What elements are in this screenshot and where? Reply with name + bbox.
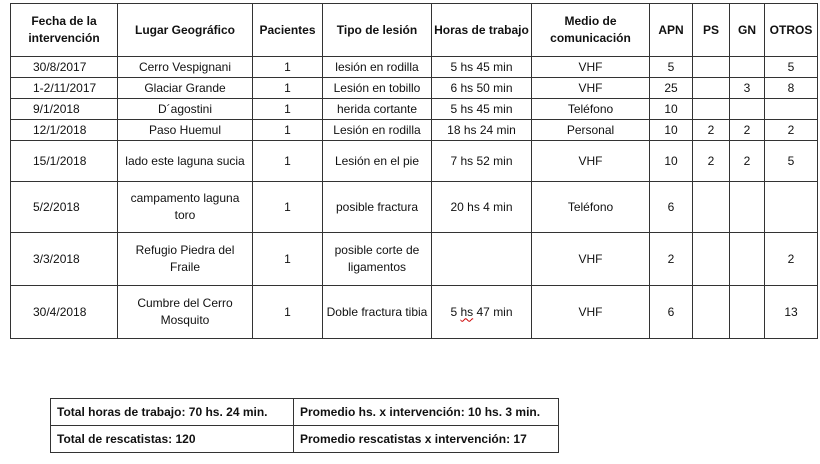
- cell-apn: 10: [650, 141, 693, 182]
- cell-apn: 6: [650, 182, 693, 233]
- cell-lugar: lado este laguna sucia: [118, 141, 253, 182]
- header-lesion: Tipo de lesión: [323, 4, 432, 57]
- cell-ps: [693, 286, 730, 339]
- table-row: [11, 141, 818, 182]
- cell-medio: Teléfono: [532, 182, 650, 233]
- cell-otros: 5: [765, 141, 818, 182]
- cell-horas: 20 hs 4 min: [432, 182, 532, 233]
- cell-apn: 2: [650, 233, 693, 286]
- header-apn: APN: [650, 4, 693, 57]
- cell-fecha: 5/2/2018: [11, 182, 118, 233]
- cell-otros: 2: [765, 120, 818, 141]
- cell-horas: 6 hs 50 min: [432, 78, 532, 99]
- table-row: [11, 182, 818, 233]
- cell-lesion: herida cortante: [323, 99, 432, 120]
- header-fecha: Fecha de la intervención: [11, 4, 118, 57]
- cell-lugar: campamento laguna toro: [118, 182, 253, 233]
- header-medio: Medio de comunicación: [532, 4, 650, 57]
- cell-fecha: 30/4/2018: [11, 286, 118, 339]
- cell-fecha: 12/1/2018: [11, 120, 118, 141]
- promedio-rescatistas: Promedio rescatistas x intervención: 17: [294, 426, 559, 453]
- table-row: [11, 57, 818, 78]
- interventions-table: [10, 3, 818, 339]
- cell-otros: [765, 182, 818, 233]
- table-row: [11, 233, 818, 286]
- cell-lugar: Cerro Vespignani: [118, 57, 253, 78]
- cell-fecha: 3/3/2018: [11, 233, 118, 286]
- cell-pacientes: 1: [253, 78, 323, 99]
- cell-horas: [432, 233, 532, 286]
- cell-lesion: lesión en rodilla: [323, 57, 432, 78]
- cell-fecha: 9/1/2018: [11, 99, 118, 120]
- cell-gn: 2: [730, 141, 765, 182]
- cell-ps: 2: [693, 120, 730, 141]
- header-pacientes: Pacientes: [253, 4, 323, 57]
- table-row: [11, 286, 818, 339]
- cell-apn: 6: [650, 286, 693, 339]
- cell-medio: VHF: [532, 141, 650, 182]
- header-ps: PS: [693, 4, 730, 57]
- cell-gn: 3: [730, 78, 765, 99]
- cell-lesion: Lesión en el pie: [323, 141, 432, 182]
- cell-gn: [730, 286, 765, 339]
- cell-medio: VHF: [532, 286, 650, 339]
- cell-lugar: D´agostini: [118, 99, 253, 120]
- cell-ps: [693, 182, 730, 233]
- summary-row: [51, 399, 559, 426]
- cell-fecha: 30/8/2017: [11, 57, 118, 78]
- cell-horas: 5 hs 45 min: [432, 57, 532, 78]
- cell-lugar: Cumbre del Cerro Mosquito: [118, 286, 253, 339]
- cell-pacientes: 1: [253, 233, 323, 286]
- cell-fecha: 15/1/2018: [11, 141, 118, 182]
- cell-gn: [730, 57, 765, 78]
- summary-table: [50, 398, 559, 453]
- cell-apn: 25: [650, 78, 693, 99]
- header-lugar: Lugar Geográfico: [118, 4, 253, 57]
- cell-apn: 10: [650, 99, 693, 120]
- cell-lesion: Lesión en tobillo: [323, 78, 432, 99]
- header-otros: OTROS: [765, 4, 818, 57]
- horas-suffix: 47 min: [473, 304, 513, 319]
- cell-pacientes: 1: [253, 99, 323, 120]
- table-row: [11, 120, 818, 141]
- cell-ps: [693, 233, 730, 286]
- summary-row: [51, 426, 559, 453]
- cell-otros: 8: [765, 78, 818, 99]
- cell-pacientes: 1: [253, 141, 323, 182]
- cell-otros: 13: [765, 286, 818, 339]
- cell-medio: Personal: [532, 120, 650, 141]
- cell-otros: 2: [765, 233, 818, 286]
- cell-fecha: 1-2/11/2017: [11, 78, 118, 99]
- header-gn: GN: [730, 4, 765, 57]
- cell-gn: [730, 182, 765, 233]
- horas-prefix: 5: [450, 304, 461, 319]
- cell-ps: [693, 78, 730, 99]
- cell-apn: 10: [650, 120, 693, 141]
- cell-lugar: Refugio Piedra del Fraile: [118, 233, 253, 286]
- cell-pacientes: 1: [253, 57, 323, 78]
- cell-otros: 5: [765, 57, 818, 78]
- cell-horas: 18 hs 24 min: [432, 120, 532, 141]
- cell-lesion: posible fractura: [323, 182, 432, 233]
- spellcheck-flagged-word: hs: [460, 304, 474, 319]
- cell-pacientes: 1: [253, 120, 323, 141]
- cell-lugar: Glaciar Grande: [118, 78, 253, 99]
- cell-horas: [432, 286, 532, 339]
- total-rescatistas: Total de rescatistas: 120: [51, 426, 294, 453]
- cell-horas: 5 hs 45 min: [432, 99, 532, 120]
- cell-medio: Teléfono: [532, 99, 650, 120]
- table-row: [11, 78, 818, 99]
- promedio-horas: Promedio hs. x intervención: 10 hs. 3 min.: [294, 399, 559, 426]
- cell-horas: 7 hs 52 min: [432, 141, 532, 182]
- cell-gn: 2: [730, 120, 765, 141]
- cell-pacientes: 1: [253, 286, 323, 339]
- header-row: [11, 4, 818, 57]
- cell-lesion: posible corte de ligamentos: [323, 233, 432, 286]
- cell-ps: [693, 57, 730, 78]
- cell-medio: VHF: [532, 233, 650, 286]
- cell-medio: VHF: [532, 78, 650, 99]
- cell-apn: 5: [650, 57, 693, 78]
- header-horas: Horas de trabajo: [432, 4, 532, 57]
- cell-lesion: Lesión en rodilla: [323, 120, 432, 141]
- cell-pacientes: 1: [253, 182, 323, 233]
- cell-medio: VHF: [532, 57, 650, 78]
- cell-lugar: Paso Huemul: [118, 120, 253, 141]
- cell-gn: [730, 233, 765, 286]
- cell-ps: 2: [693, 141, 730, 182]
- cell-otros: [765, 99, 818, 120]
- cell-ps: [693, 99, 730, 120]
- table-row: [11, 99, 818, 120]
- cell-gn: [730, 99, 765, 120]
- cell-lesion: Doble fractura tibia: [323, 286, 432, 339]
- total-horas: Total horas de trabajo: 70 hs. 24 min.: [51, 399, 294, 426]
